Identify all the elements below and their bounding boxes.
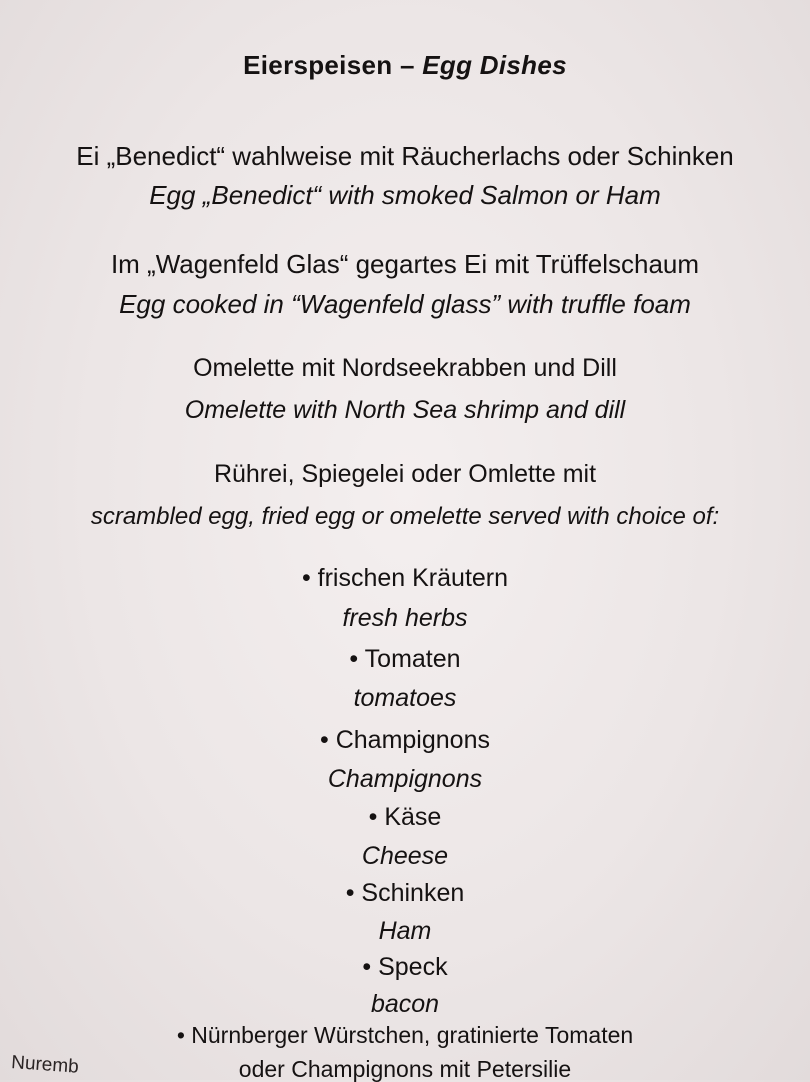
choice-cheese-english: Cheese (361, 842, 449, 870)
choice-tomatoes-german: • Tomaten (349, 645, 461, 673)
section-heading (0, 52, 810, 78)
choice-herbs-english: fresh herbs (342, 604, 468, 632)
choice-sausages-line-2: oder Champignons mit Petersilie (238, 1056, 572, 1082)
dish-4-german: Rührei, Spiegelei oder Omlette mit (213, 460, 597, 488)
choice-tomatoes-english: tomatoes (353, 684, 457, 712)
choice-mushrooms-german: • Champignons (320, 726, 490, 754)
choice-mushrooms-english: Champignons (327, 765, 483, 793)
choice-ham-english: Ham (378, 917, 432, 945)
dish-2-german: Im „Wagenfeld Glas“ gegartes Ei mit Trüffelschaum (110, 249, 700, 279)
choice-ham-german: • Schinken (345, 879, 465, 907)
dish-4-english: scrambled egg, fried egg or omelette served with choice of: (90, 503, 720, 530)
dish-2-english: Egg cooked in “Wagenfeld glass” with truffle foam (119, 289, 691, 319)
choice-cheese-german: • Käse (368, 803, 442, 831)
choice-bacon-english: bacon (370, 990, 440, 1018)
footer-fragment: Nuremb (10, 1052, 80, 1078)
heading-separator: – (399, 50, 415, 80)
dish-1-german: Ei „Benedict“ wahlweise mit Räucherlachs oder Schinken (76, 141, 734, 171)
choice-herbs-german: • frischen Kräutern (301, 564, 509, 592)
dish-3-english: Omelette with North Sea shrimp and dill (184, 396, 626, 424)
choice-bacon-german: • Speck (362, 953, 448, 981)
dish-3-german: Omelette mit Nordseekrabben und Dill (193, 354, 617, 382)
heading-german: Eierspeisen (243, 50, 393, 80)
dish-1-english: Egg „Benedict“ with smoked Salmon or Ham (149, 180, 661, 210)
choice-sausages-line-1: • Nürnberger Würstchen, gratinierte Tomaten (176, 1022, 634, 1048)
heading-english: Egg Dishes (422, 50, 567, 80)
